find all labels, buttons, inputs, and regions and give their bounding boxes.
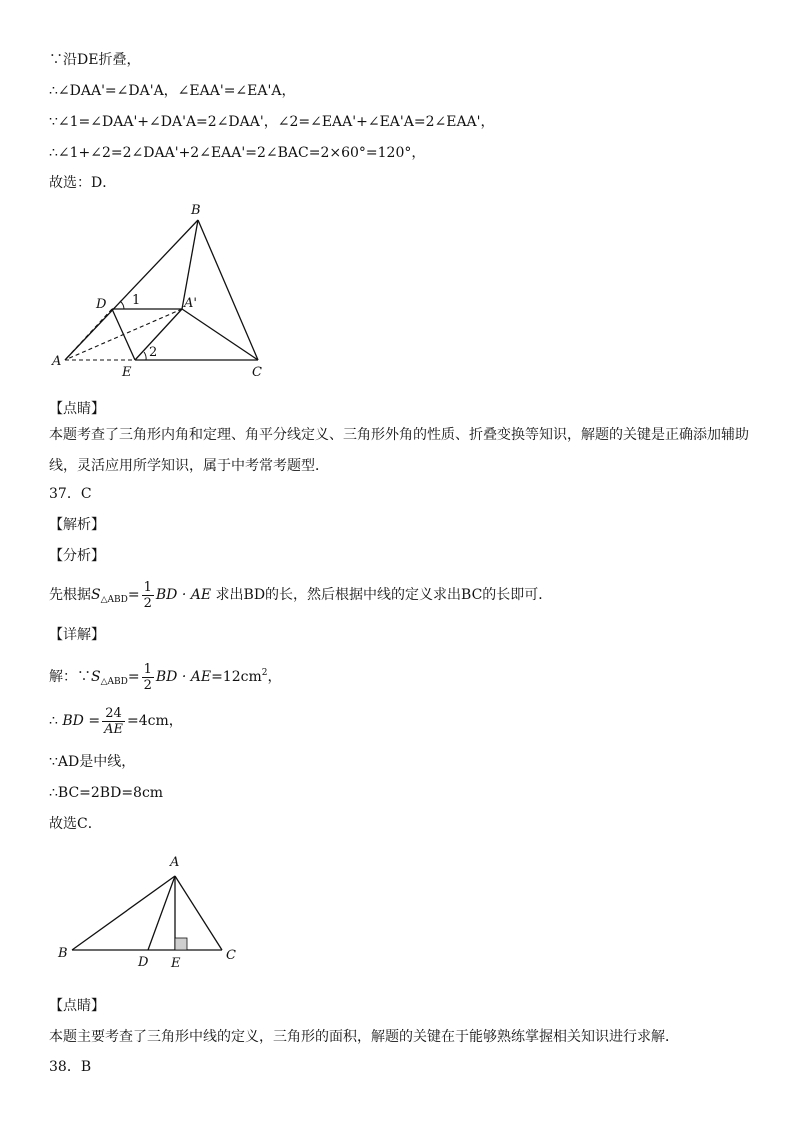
- fig2-label-b: B: [58, 946, 68, 961]
- fig2-label-a: A: [170, 855, 180, 870]
- fig1-label-b: B: [191, 203, 201, 218]
- q37-fenxi-heading: 【分析】: [49, 548, 105, 564]
- therefore-symbol: ∴: [49, 713, 58, 729]
- fig1-dashed-aa: [65, 309, 182, 360]
- median-triangle-figure: [50, 848, 250, 973]
- q37-choose-line: 故选C．: [49, 816, 102, 832]
- area-subscript: △ABD: [100, 595, 128, 605]
- fig2-median-ad: [148, 876, 175, 950]
- half-denominator: 2: [143, 595, 152, 611]
- comment36-text: 本题考查了三角形内角和定理、角平分线定义、三角形外角的性质、折叠变换等知识，解题的关键是正确添加辅助线，灵活应用所学知识，属于中考常考题型．: [49, 427, 749, 474]
- fig2-label-c: C: [226, 948, 236, 963]
- bd-value: =4cm，: [126, 713, 183, 729]
- half-numerator: 1: [143, 661, 152, 677]
- comment37-text: 本题主要考查了三角形中线的定义，三角形的面积，解题的关键在于能够熟练掌握相关知识进行求解．: [49, 1029, 679, 1045]
- area-value: =12cm: [211, 669, 262, 685]
- fig1-segment-ea: [135, 309, 182, 360]
- fig1-side-ab: [65, 220, 198, 360]
- q37-bd-line: [49, 704, 183, 738]
- fig1-label-c: C: [252, 365, 262, 380]
- area-exponent: 2: [261, 668, 268, 678]
- comment36-heading: 【点睛】: [49, 401, 105, 417]
- solution-prefix: 解：∵: [49, 669, 91, 685]
- bd-fraction-denominator: AE: [104, 721, 123, 737]
- q37-analysis-line: [49, 578, 552, 617]
- sol36-line1: ∵沿DE折叠，: [49, 52, 141, 68]
- fig1-label-d: D: [96, 297, 107, 312]
- fig2-side-ab: [72, 876, 175, 950]
- bd-fraction: [102, 706, 125, 737]
- q37-bc-line: ∴BC=2BD=8cm: [49, 785, 164, 801]
- fig1-label-e: E: [122, 365, 132, 380]
- analysis-suffix: 求出BD的长，然后根据中线的定义求出BC的长即可．: [215, 587, 553, 603]
- area-symbol: S: [91, 669, 101, 685]
- area-symbol: S: [91, 587, 101, 603]
- half-fraction: [142, 580, 154, 611]
- sol36-line4: ∴∠1+∠2=2∠DAA'+2∠EAA'=2∠BAC=2×60°=120°，: [49, 145, 426, 161]
- sol36-line5: 故选：D．: [49, 175, 117, 191]
- bd-ae-product: BD · AE: [155, 669, 212, 685]
- half-fraction: [142, 662, 154, 693]
- q37-area-line: [49, 656, 281, 699]
- half-denominator: 2: [143, 677, 152, 693]
- fig2-label-d: D: [138, 955, 149, 970]
- right-angle-marker: [175, 938, 187, 950]
- fold-triangle-figure: [40, 195, 280, 385]
- equals-sign: =: [127, 669, 140, 685]
- half-numerator: 1: [143, 579, 152, 595]
- fig1-label-angle2: 2: [149, 345, 158, 360]
- area-line-end: ，: [267, 669, 282, 685]
- analysis-prefix: 先根据: [49, 587, 91, 603]
- q37-median-line: ∵AD是中线，: [49, 754, 136, 770]
- fig2-label-e: E: [171, 956, 181, 971]
- q37-jiexi-heading: 【解析】: [49, 517, 105, 533]
- q37-xiangjie-heading: 【详解】: [49, 627, 105, 643]
- fig1-side-bc: [198, 220, 258, 360]
- area-subscript: △ABD: [100, 677, 128, 687]
- fig1-angle2-arc: [144, 352, 146, 360]
- fig1-label-a: A: [52, 354, 62, 369]
- q38-answer: 38．B: [49, 1059, 92, 1075]
- equals-sign: =: [127, 587, 140, 603]
- q37-answer: 37．C: [49, 486, 92, 502]
- comment37-heading: 【点睛】: [49, 998, 105, 1014]
- bd-fraction-numerator: 24: [102, 706, 125, 722]
- bd-equals: BD =: [62, 713, 101, 729]
- fig1-label-angle1: 1: [132, 293, 141, 308]
- bd-ae-product: BD · AE: [155, 587, 212, 603]
- sol36-line2: ∴∠DAA'=∠DA'A，∠EAA'=∠EA'A，: [49, 83, 296, 99]
- fig1-angle1-arc: [120, 301, 124, 309]
- sol36-line3: ∵∠1=∠DAA'+∠DA'A=2∠DAA'，∠2=∠EAA'+∠EA'A=2∠EAA'，: [49, 114, 495, 130]
- fig1-label-aprime: A': [184, 296, 197, 311]
